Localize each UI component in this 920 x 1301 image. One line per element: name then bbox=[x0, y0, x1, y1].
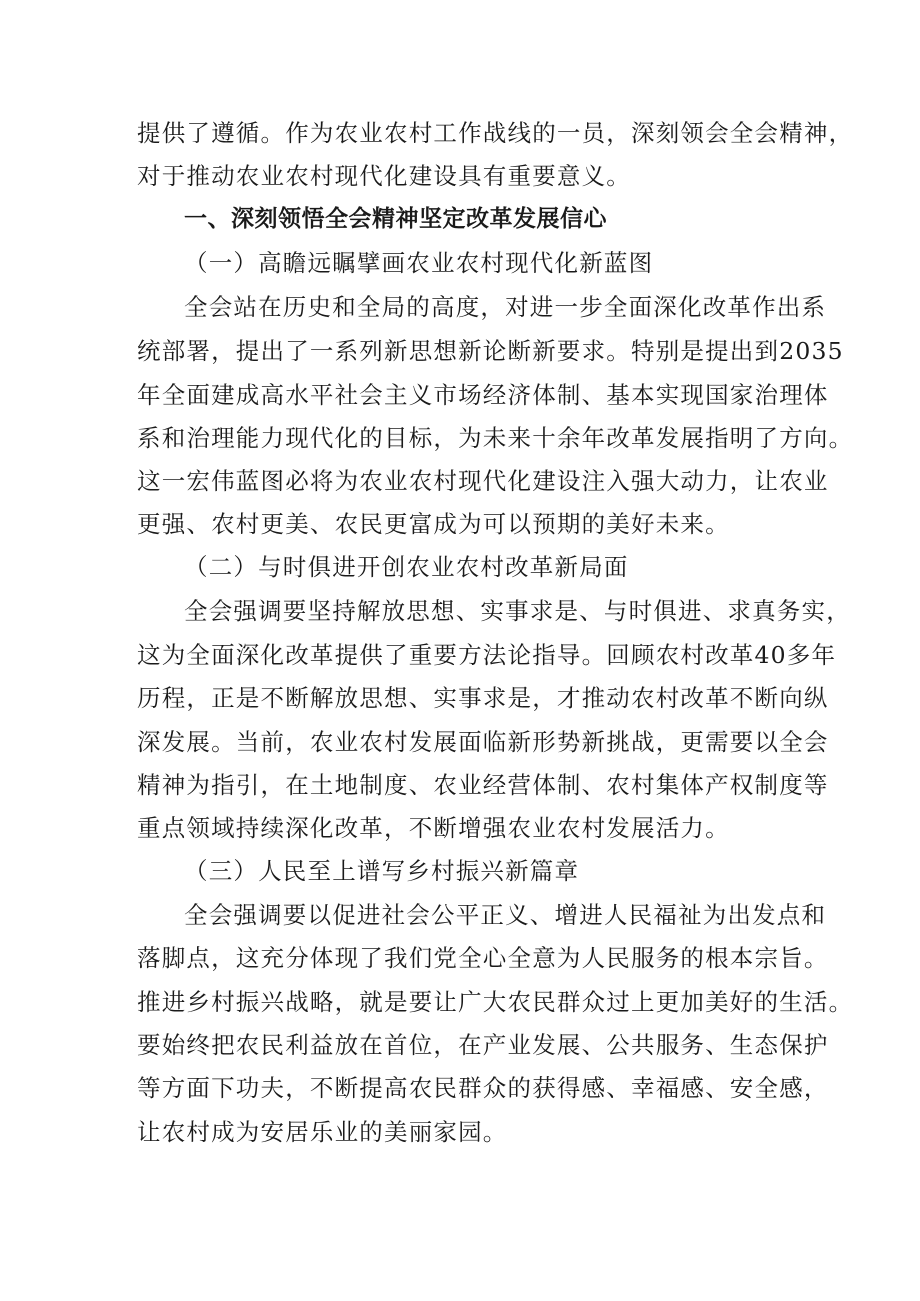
paragraph-line: 年全面建成高水平社会主义市场经济体制、基本实现国家治理体 bbox=[137, 381, 829, 409]
paragraph-line: 等方面下功夫，不断提高农民群众的获得感、幸福感、安全感， bbox=[137, 1074, 829, 1102]
intro-line-1: 提供了遵循。作为农业农村工作战线的一员，深刻领会全会精神， bbox=[137, 119, 854, 147]
paragraph-line: 推进乡村振兴战略，就是要让广大农民群众过上更加美好的生活。 bbox=[137, 988, 854, 1016]
subsection-title-2: （二）与时俱进开创农业农村改革新局面 bbox=[184, 553, 629, 581]
paragraph-line: 全会强调要坚持解放思想、实事求是、与时俱进、求真务实， bbox=[184, 597, 851, 625]
paragraph-line: 这一宏伟蓝图必将为农业农村现代化建设注入强大动力，让农业 bbox=[137, 467, 829, 495]
paragraph-line: 历程，正是不断解放思想、实事求是，才推动农村改革不断向纵 bbox=[137, 684, 829, 712]
paragraph-line: 让农村成为安居乐业的美丽家园。 bbox=[137, 1118, 508, 1146]
paragraph-line: 重点领域持续深化改革，不断增强农业农村发展活力。 bbox=[137, 814, 730, 842]
paragraph-line: 全会站在历史和全局的高度，对进一步全面深化改革作出系 bbox=[184, 293, 827, 321]
paragraph-line: 更强、农村更美、农民更富成为可以预期的美好未来。 bbox=[137, 510, 730, 538]
subsection-title-1: （一）高瞻远瞩擘画农业农村现代化新蓝图 bbox=[184, 249, 654, 277]
paragraph-line: 系和治理能力现代化的目标，为未来十余年改革发展指明了方向。 bbox=[137, 424, 854, 452]
paragraph-line: 落脚点，这充分体现了我们党全心全意为人民服务的根本宗旨。 bbox=[137, 944, 829, 972]
paragraph-line: 这为全面深化改革提供了重要方法论指导。回顾农村改革40多年 bbox=[137, 641, 837, 669]
paragraph-line: 深发展。当前，农业农村发展面临新形势新挑战，更需要以全会 bbox=[137, 728, 829, 756]
subsection-title-3: （三）人民至上谱写乡村振兴新篇章 bbox=[184, 857, 580, 885]
paragraph-line: 精神为指引，在土地制度、农业经营体制、农村集体产权制度等 bbox=[137, 771, 829, 799]
intro-line-2: 对于推动农业农村现代化建设具有重要意义。 bbox=[137, 162, 631, 190]
paragraph-line: 全会强调要以促进社会公平正义、增进人民福祉为出发点和 bbox=[184, 901, 827, 929]
paragraph-line: 统部署，提出了一系列新思想新论断新要求。特别是提出到2035 bbox=[137, 337, 844, 365]
section-heading: 一、深刻领悟全会精神坚定改革发展信心 bbox=[184, 206, 607, 232]
paragraph-line: 要始终把农民利益放在首位，在产业发展、公共服务、生态保护 bbox=[137, 1031, 829, 1059]
